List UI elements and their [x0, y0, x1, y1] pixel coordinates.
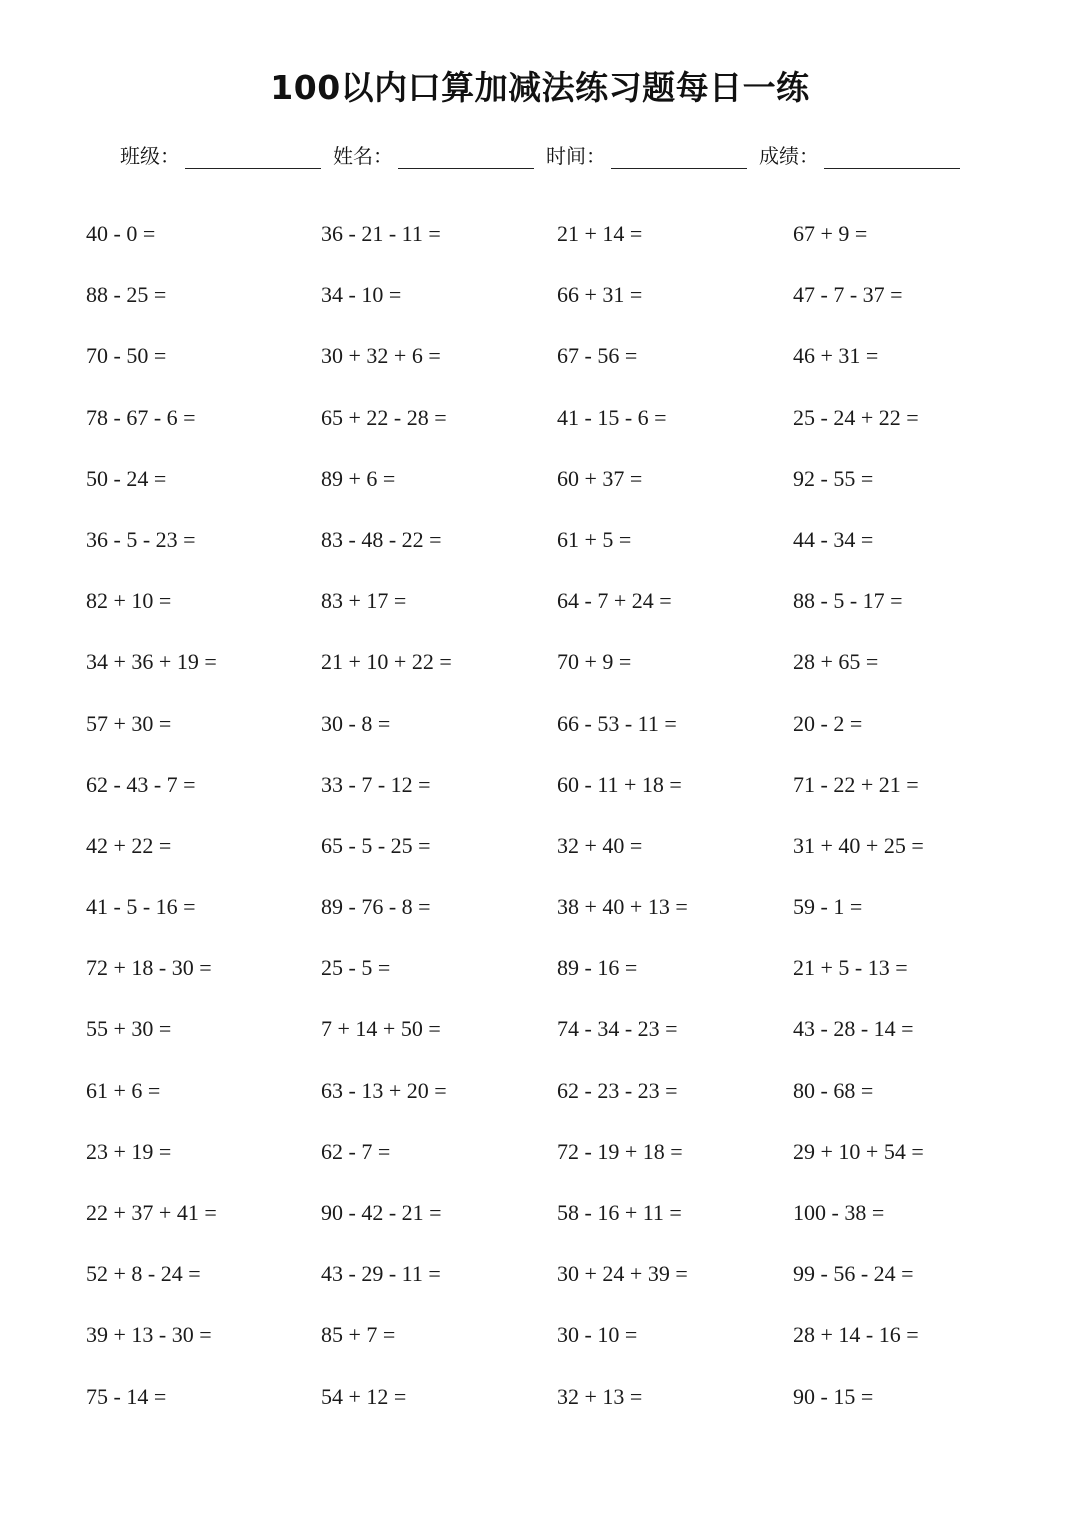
math-problem: 30 + 24 + 39 = [557, 1261, 688, 1287]
math-problem: 52 + 8 - 24 = [86, 1261, 201, 1287]
math-problem: 74 - 34 - 23 = [557, 1016, 678, 1042]
math-problem: 61 + 5 = [557, 526, 632, 552]
class-blank-line[interactable] [185, 168, 321, 169]
math-problem: 22 + 37 + 41 = [86, 1200, 217, 1225]
math-problem: 57 + 30 = [86, 710, 172, 736]
math-problem: 80 - 68 = [793, 1077, 874, 1103]
math-problem: 7 + 14 + 50 = [321, 1016, 441, 1042]
score-blank-line[interactable] [824, 168, 960, 169]
math-problem: 54 + 12 = [321, 1383, 407, 1409]
math-problem: 43 - 28 - 14 = [793, 1016, 914, 1042]
math-problem: 38 + 40 + 13 = [557, 894, 688, 920]
math-problem: 89 - 76 - 8 = [321, 894, 431, 920]
math-problem: 70 + 9 = [557, 649, 632, 675]
math-problem: 30 - 10 = [557, 1322, 638, 1348]
math-problem: 67 + 9 = [793, 221, 868, 246]
math-problem: 99 - 56 - 24 = [793, 1261, 914, 1287]
time-label: 时间： [546, 144, 606, 168]
math-problem: 58 - 16 + 11 = [557, 1200, 682, 1225]
math-problem: 78 - 67 - 6 = [86, 404, 196, 430]
math-problem: 25 - 24 + 22 = [793, 404, 919, 430]
math-problem: 67 - 56 = [557, 343, 638, 369]
math-problem: 44 - 34 = [793, 526, 874, 552]
math-problem: 60 + 37 = [557, 465, 643, 491]
math-problem: 83 + 17 = [321, 588, 407, 614]
math-problem: 55 + 30 = [86, 1016, 172, 1042]
math-problem: 60 - 11 + 18 = [557, 771, 682, 797]
math-problem: 21 + 14 = [557, 221, 643, 246]
math-problem: 36 - 21 - 11 = [321, 221, 441, 246]
problem-grid [86, 216, 1026, 1440]
math-problem: 42 + 22 = [86, 832, 172, 858]
math-problem: 36 - 5 - 23 = [86, 526, 196, 552]
math-problem: 47 - 7 - 37 = [793, 282, 903, 308]
math-problem: 43 - 29 - 11 = [321, 1261, 441, 1287]
math-problem: 83 - 48 - 22 = [321, 526, 442, 552]
math-problem: 71 - 22 + 21 = [793, 771, 919, 797]
math-problem: 65 - 5 - 25 = [321, 832, 431, 858]
math-problem: 41 - 5 - 16 = [86, 894, 196, 920]
math-problem: 65 + 22 - 28 = [321, 404, 447, 430]
math-problem: 70 - 50 = [86, 343, 167, 369]
class-label: 班级： [120, 144, 180, 168]
math-problem: 32 + 40 = [557, 832, 643, 858]
math-problem: 59 - 1 = [793, 894, 863, 920]
math-problem: 75 - 14 = [86, 1383, 167, 1409]
math-problem: 32 + 13 = [557, 1383, 643, 1409]
math-problem: 40 - 0 = [86, 221, 156, 246]
math-problem: 66 + 31 = [557, 282, 643, 308]
math-problem: 90 - 15 = [793, 1383, 874, 1409]
math-problem: 28 + 14 - 16 = [793, 1322, 919, 1348]
time-blank-line[interactable] [611, 168, 747, 169]
math-problem: 29 + 10 + 54 = [793, 1138, 924, 1164]
math-problem: 20 - 2 = [793, 710, 863, 736]
math-problem: 100 - 38 = [793, 1200, 885, 1225]
math-problem: 92 - 55 = [793, 465, 874, 491]
math-problem: 34 - 10 = [321, 282, 402, 308]
math-problem: 41 - 15 - 6 = [557, 404, 667, 430]
student-info-row [120, 136, 980, 176]
math-problem: 46 + 31 = [793, 343, 879, 369]
name-blank-line[interactable] [398, 168, 534, 169]
math-problem: 88 - 25 = [86, 282, 167, 308]
math-problem: 64 - 7 + 24 = [557, 588, 672, 614]
math-problem: 82 + 10 = [86, 588, 172, 614]
math-problem: 23 + 19 = [86, 1138, 172, 1164]
math-problem: 21 + 10 + 22 = [321, 649, 452, 675]
math-problem: 30 + 32 + 6 = [321, 343, 441, 369]
math-problem: 34 + 36 + 19 = [86, 649, 217, 675]
math-problem: 31 + 40 + 25 = [793, 832, 924, 858]
page-title: 100以内口算加减法练习题每日一练 [270, 68, 810, 107]
math-problem: 62 - 7 = [321, 1138, 391, 1164]
math-problem: 85 + 7 = [321, 1322, 396, 1348]
math-problem: 72 - 19 + 18 = [557, 1138, 683, 1164]
math-problem: 90 - 42 - 21 = [321, 1200, 442, 1225]
math-problem: 63 - 13 + 20 = [321, 1077, 447, 1103]
math-problem: 39 + 13 - 30 = [86, 1322, 212, 1348]
math-problem: 89 - 16 = [557, 955, 638, 981]
math-problem: 25 - 5 = [321, 955, 391, 981]
math-problem: 30 - 8 = [321, 710, 391, 736]
math-problem: 62 - 23 - 23 = [557, 1077, 678, 1103]
math-problem: 89 + 6 = [321, 465, 396, 491]
math-problem: 88 - 5 - 17 = [793, 588, 903, 614]
math-problem: 50 - 24 = [86, 465, 167, 491]
math-problem: 62 - 43 - 7 = [86, 771, 196, 797]
name-label: 姓名： [333, 144, 393, 168]
math-problem: 66 - 53 - 11 = [557, 710, 677, 736]
math-problem: 28 + 65 = [793, 649, 879, 675]
math-problem: 61 + 6 = [86, 1077, 161, 1103]
score-label: 成绩： [759, 144, 819, 168]
math-problem: 72 + 18 - 30 = [86, 955, 212, 981]
math-problem: 33 - 7 - 12 = [321, 771, 431, 797]
math-problem: 21 + 5 - 13 = [793, 955, 908, 981]
